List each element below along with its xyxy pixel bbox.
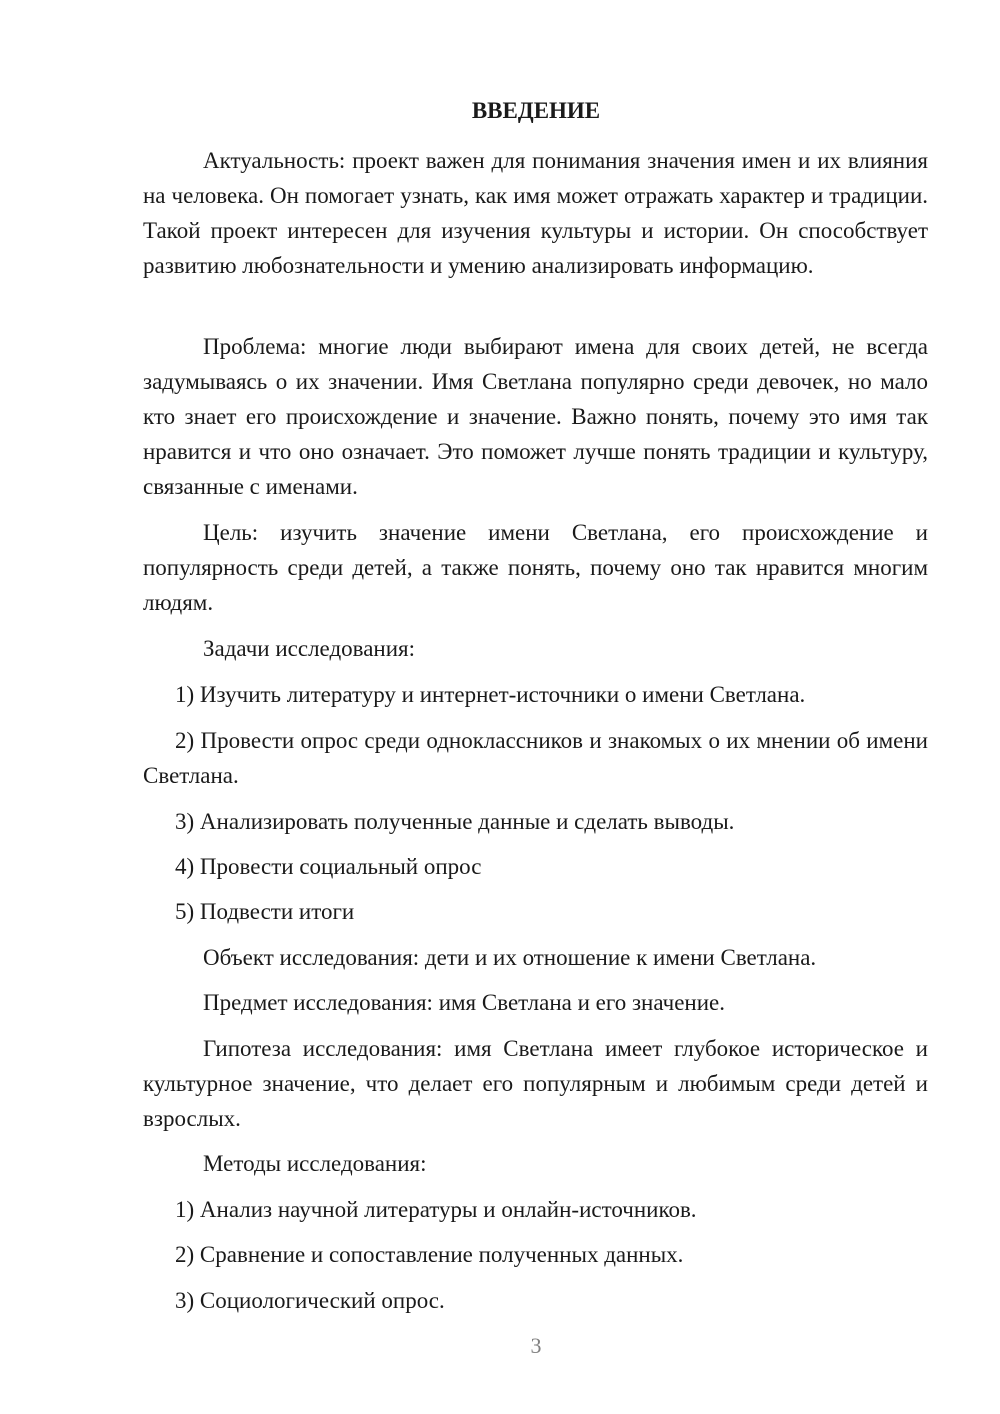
object-paragraph: Объект исследования: дети и их отношение к имени Светлана. [203,945,817,970]
task-item-5: 5) Подвести итоги [175,899,355,924]
task-item-1: 1) Изучить литературу и интернет-источники о имени Светлана. [175,682,806,707]
task-item-2: 2) Провести опрос среди одноклассников и знакомых о их мнении об имени Светлана. [143,728,928,788]
method-item-1: 1) Анализ научной литературы и онлайн-источников. [175,1197,697,1222]
goal-paragraph: Цель: изучить значение имени Светлана, его происхождение и популярность среди детей, а также понять, почему оно так нравится многим людям. [143,520,928,615]
task-item-4: 4) Провести социальный опрос [175,854,482,879]
relevance-paragraph: Актуальность: проект важен для понимания значения имен и их влияния на человека. Он помогает узнать, как имя может отражать характер и традиции. Такой проект интересен для изучения культуры и истории. Он способствует развитию любознательности и умению анализировать информацию. [143,148,928,278]
tasks-title: Задачи исследования: [203,636,416,661]
page-title: ВВЕДЕНИЕ [471,98,601,123]
page-number: 3 [530,1333,542,1358]
task-item-3: 3) Анализировать полученные данные и сделать выводы. [175,809,735,834]
hypothesis-paragraph: Гипотеза исследования: имя Светлана имеет глубокое историческое и культурное значение, что делает его популярным и любимым среди детей и взрослых. [143,1036,928,1131]
method-item-2: 2) Сравнение и сопоставление полученных данных. [175,1242,684,1267]
subject-paragraph: Предмет исследования: имя Светлана и его значение. [203,990,726,1015]
methods-title: Методы исследования: [203,1151,427,1176]
method-item-3: 3) Социологический опрос. [175,1288,445,1313]
problem-paragraph: Проблема: многие люди выбирают имена для своих детей, не всегда задумываясь о их значении. Имя Светлана популярно среди девочек, но мало кто знает его происхождение и значение. Важно понять, почему это имя так нравится и что оно означает. Это поможет лучше понять традиции и культуру, связанные с именами. [143,334,928,499]
